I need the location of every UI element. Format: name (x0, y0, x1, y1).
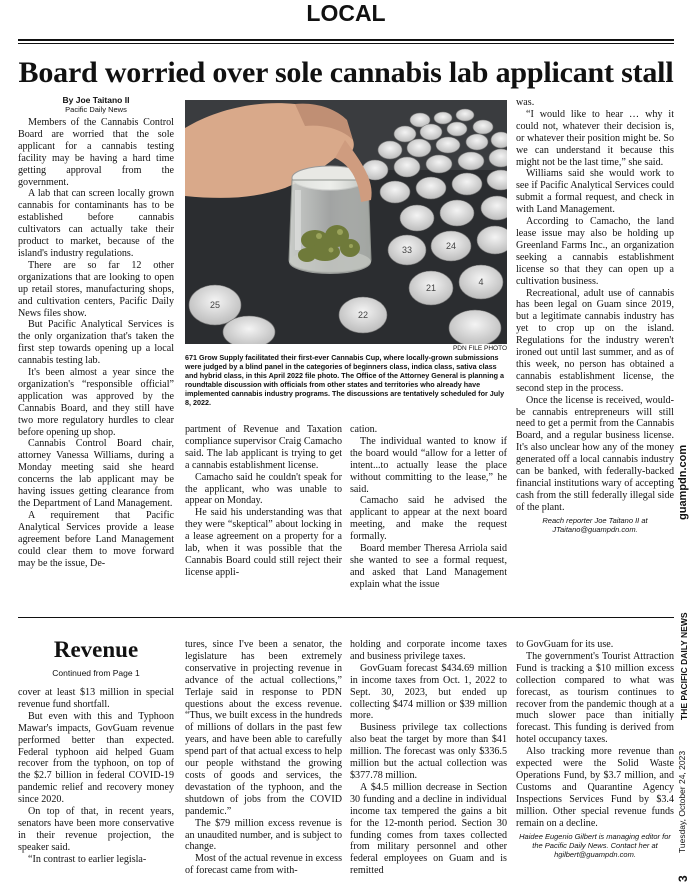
section-label: LOCAL (306, 0, 386, 26)
margin-paper: THE PACIFIC DAILY NEWS (679, 612, 689, 720)
article-column-1-text (18, 117, 174, 569)
paragraph: Board member Theresa Arriola said she wanted to see a formal request, and asked that Land Management explain what the issue (350, 543, 507, 590)
paragraph: Recreational, adult use of cannabis has been legal on Guam since 2019, but a legitimate cannabis industry has yet to crop up on the island. Regulations for the industry weren't ironed out until last summer, and as of this week, no person has obtained a cannabis establishment license, the second step in the process. (516, 287, 674, 394)
margin-page-number: 3 (676, 875, 690, 882)
paragraph: Once the license is received, would-be cannabis entrepreneurs will still need to get a permit from the Cannabis Board, and a regular business license. It's also unclear how any of the money generated off a local cannabis industry can be banked, with federally-backed financial institutions wary of accepting cash from the still federally illegal side of the plant. (516, 394, 674, 513)
revenue-signoff: Haidee Eugenio Gilbert is managing editor for the Pacific Daily News. Contact her at hgilbert@guampdn.com. (519, 831, 671, 859)
paragraph: holding and corporate income taxes and business privilege taxes. (350, 639, 507, 662)
paragraph: Camacho said he couldn't speak for the applicant, who was unable to appear on Monday. (185, 471, 342, 507)
byline-author: By Joe Taitano II (62, 95, 130, 105)
section-divider-rule (18, 617, 674, 618)
paragraph: tures, since I've been a senator, the legislature has been extremely conservative in projecting revenue in advance of the actual collections,” Terlaje said in response to PDN questions about the excess revenue. “Thus, we built excess in the hundreds of millions of dollars in the past few years, and have been able to carefully spend part of that actual excess to help our people withstand the growing costs of goods and services, the devastation of the typhoon, and the shutdown of jobs from the COVID pandemic.” (185, 639, 342, 817)
revenue-column-4-text (516, 639, 674, 830)
top-rule-thin (18, 43, 674, 44)
revenue-continued: Continued from Page 1 (52, 668, 140, 678)
svg-text:21: 21 (425, 283, 437, 293)
paragraph: Members of the Cannabis Control Board are worried that the sole applicant for a cannabis testing facility may be having a hard time getting approval from the government. (18, 117, 174, 188)
paragraph: A lab that can screen locally grown cannabis for contaminants has to be established before cannabis cultivators can actually take their product to market, because of the island's industry regulations. (18, 188, 174, 259)
paragraph: But even with this and Typhoon Mawar's impacts, GovGuam revenue performed better than expected. Federal typhoon aid helped Guam recover from the typhoon, on top of the $2.7 billion in federal COVID-19 pandemic relief and recovery money since 2020. (18, 710, 174, 806)
revenue-column-1 (18, 687, 174, 882)
svg-text:33: 33 (401, 245, 413, 255)
photo-caption: 671 Grow Supply facilitated their first-ever Cannabis Cup, where locally-grown submissions were judged by a blind panel in the categories of beginners class, indica class, sativa class and hybrid class, in this April 2022 file photo. The Office of the Attorney General is planning a roundtable discussion with officials from other states and territories who already have implemented cannabis industry programs. The discussions are tentatively scheduled for July 8, 2022. (185, 353, 505, 407)
article-column-4 (516, 97, 674, 617)
margin-date: Tuesday, October 24, 2023 (677, 750, 687, 853)
top-rule-thick (18, 39, 674, 41)
svg-text:22: 22 (357, 310, 369, 320)
cannabis-jar-photo (185, 100, 507, 344)
svg-text:24: 24 (445, 241, 457, 251)
photo-credit: PDN FILE PHOTO (452, 345, 507, 352)
paragraph: According to Camacho, the land lease issue may also be holding up Greenland Farms Inc., an organization seeking a cannabis establishment license so that they can open up a cultivation business. (516, 216, 674, 287)
revenue-column-3 (350, 639, 507, 882)
revenue-headline: Revenue (53, 637, 139, 662)
article-column-2 (185, 424, 342, 614)
revenue-column-2 (185, 639, 342, 882)
article-signoff: Reach reporter Joe Taitano II at JTaitano@guampdn.com. (542, 515, 648, 534)
article-column-3 (350, 424, 507, 614)
paragraph: cation. (350, 424, 378, 435)
paragraph: to GovGuam for its use. (516, 639, 614, 650)
paragraph: There are so far 12 other organizations that are looking to open up retail stores, manufacturing shops, and cultivation centers, Pacific Daily News files show. (18, 259, 174, 319)
byline-outlet: Pacific Daily News (65, 105, 127, 114)
paragraph: He said his understanding was that they were “skeptical” about locking in a lease agreement on a property for a lab, when it was possible that the Cannabis Board could still reject their license appli- (185, 507, 342, 578)
revenue-column-4 (516, 639, 674, 882)
paragraph: Business privilege tax collections also beat the target by more than $41 million. The forecast was only $336.5 million but the actual collection was $377.78 million. (350, 722, 507, 781)
paragraph: But Pacific Analytical Services is the only organization that's taken the first step towards opening up a local cannabis testing lab. (18, 319, 174, 367)
paragraph: “In contrast to earlier legisla- (28, 853, 147, 865)
article-column-1 (18, 95, 174, 615)
paragraph: It's been almost a year since the organization's “responsible official” application was approved by the Cannabis Board, and they still have two more regulatory hurdles to clear before opening up shop. (18, 367, 174, 438)
paragraph: partment of Revenue and Taxation compliance supervisor Craig Camacho said. The lab applicant is trying to get a cannabis establishment license. (185, 424, 342, 471)
paragraph: Also tracking more revenue than expected were the Solid Waste Operations Fund, by $3.7 million, and Customs and Quarantine Agency Inspections Services Fund by $3.4 million. Other special revenue funds remain on a decline. (516, 746, 674, 829)
paragraph: The individual wanted to know if the board would “allow for a letter of intent...to actually lease the place without committing to the lease,” he said. (350, 435, 507, 495)
paragraph: The $79 million excess revenue is an unaudited number, and is subject to change. (185, 817, 342, 853)
paragraph: Cannabis Control Board chair, attorney Vanessa Williams, during a Monday meeting said she heard concerns the lab applicant may be having issues getting clearance from the Department of Land Management. (18, 438, 174, 509)
paragraph: Camacho said he advised the applicant to appear at the next board meeting, and make the request formally. (350, 495, 507, 543)
svg-text:25: 25 (209, 300, 221, 310)
paragraph: A requirement that Pacific Analytical Services provide a lease agreement before Land Management could clear them to move forward may be the issue, De- (18, 509, 174, 569)
margin-site: guampdn.com (677, 444, 689, 520)
paragraph: cover at least $13 million in special revenue fund shortfall. (18, 687, 174, 710)
paragraph: “I would like to hear … why it could not, whatever their decision is, or whatever their position might be. So we can understand it because this might not be the last time,” she said. (516, 108, 674, 168)
article-column-4-text (516, 97, 674, 514)
headline: Board worried over sole cannabis lab applicant stall (18, 56, 674, 89)
paragraph: was. (516, 97, 535, 108)
paragraph: The government's Tourist Attraction Fund is tracking a $10 million excess collection compared to what was forecast, as tourism continues to recover from the pandemic though at a much slower pace than initially forecast. This funding is derived from hotel occupancy taxes. (516, 650, 674, 746)
paragraph: A $4.5 million decrease in Section 30 funding and a decline in individual income tax tempered the gains a bit for the 12-month period. Section 30 funding comes from taxes collected from military personnel and other federal employees on Guam and is remitted (350, 781, 507, 877)
paragraph: Most of the actual revenue in excess of forecast came from with- (185, 853, 342, 877)
paragraph: GovGuam forecast $434.69 million in income taxes from Oct. 1, 2022 to Sept. 30, 2023, but ended up collecting $474 million or $39 million more. (350, 662, 507, 722)
svg-text:4: 4 (478, 277, 484, 287)
paragraph: Williams said she would work to see if Pacific Analytical Services could submit a formal request, and check in with Land Management. (516, 168, 674, 216)
paragraph: On top of that, in recent years, senators have been more conservative in their revenue projection, the speaker said. (18, 806, 174, 853)
